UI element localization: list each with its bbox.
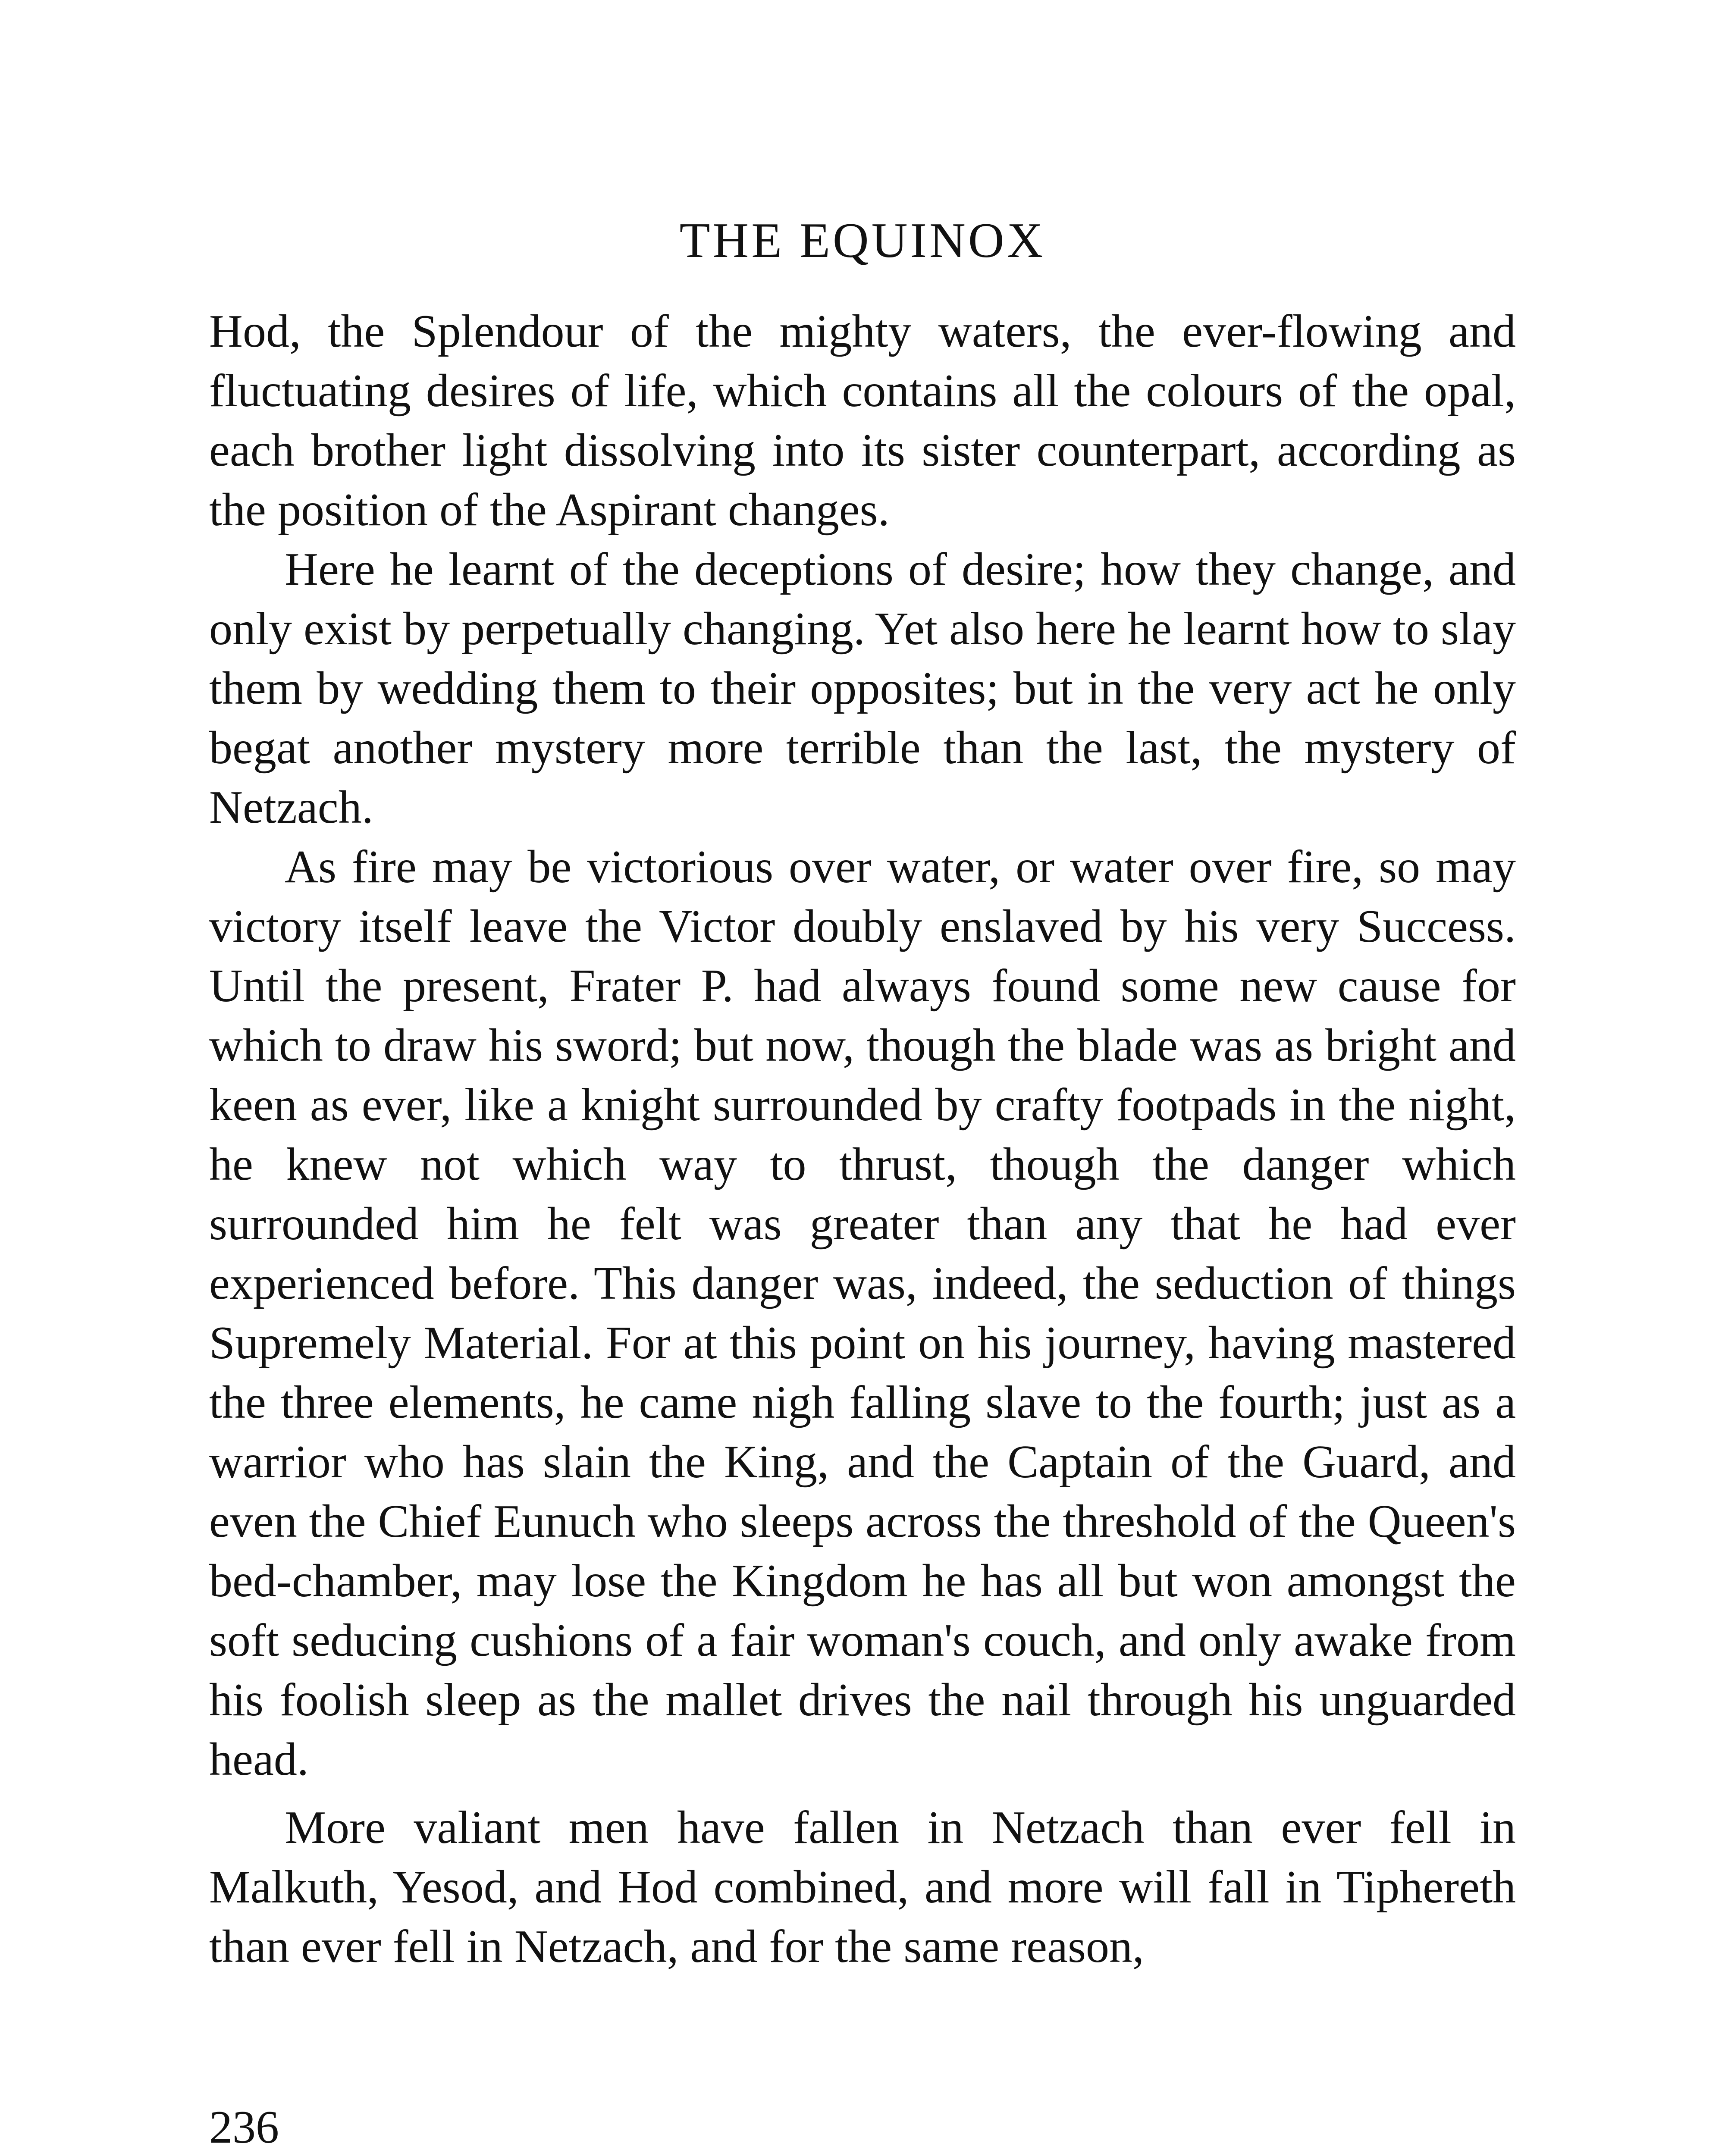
paragraph-victory: As fire may be victorious over water, or water over fire, so may victory itself leave the Victor doubly enslaved by his very Success. Until the present, Frater P. had always found some new cause for which to draw his sword; but now, though the blade was as bright and keen as ever, like a knight surrounded by crafty footpads in the night, he knew not which way to thrust, though the danger which surrounded him he felt was greater than any that he had ever experienced before. This danger was, indeed, the seduction of things Supremely Material. For at this point on his journey, having mastered the three elements, he came nigh falling slave to the fourth; just as a warrior who has slain the King, and the Captain of the Guard, and even the Chief Eunuch who sleeps across the threshold of the Queen's bed-chamber, may lose the Kingdom he has all but won amongst the soft seducing cushions of a fair woman's couch, and only awake from his foolish sleep as the mallet drives the nail through his unguarded head.	[209, 841, 1516, 1785]
paragraph-deceptions-of-desire: Here he learnt of the deceptions of desire; how they change, and only exist by perpetually changing. Yet also here he learnt how to slay them by wedding them to their opposites; but in the very act he only begat another mystery more terrible than the last, the mystery of Netzach.	[209, 544, 1516, 833]
paragraph-valiant-men: More valiant men have fallen in Netzach than ever fell in Malkuth, Yesod, and Hod combined, and more will fall in Tiphereth than ever fell in Netzach, and for the same reason,	[209, 1802, 1516, 1972]
running-head: THE EQUINOX	[679, 213, 1046, 268]
paragraph-hod: Hod, the Splendour of the mighty waters, the ever-flowing and fluctuating desires of life, which contains all the colours of the opal, each brother light dissolving into its sister counterpart, according as the position of the Aspirant changes.	[209, 306, 1516, 536]
body-text	[209, 302, 1516, 1977]
page-number: 236	[209, 2102, 279, 2153]
